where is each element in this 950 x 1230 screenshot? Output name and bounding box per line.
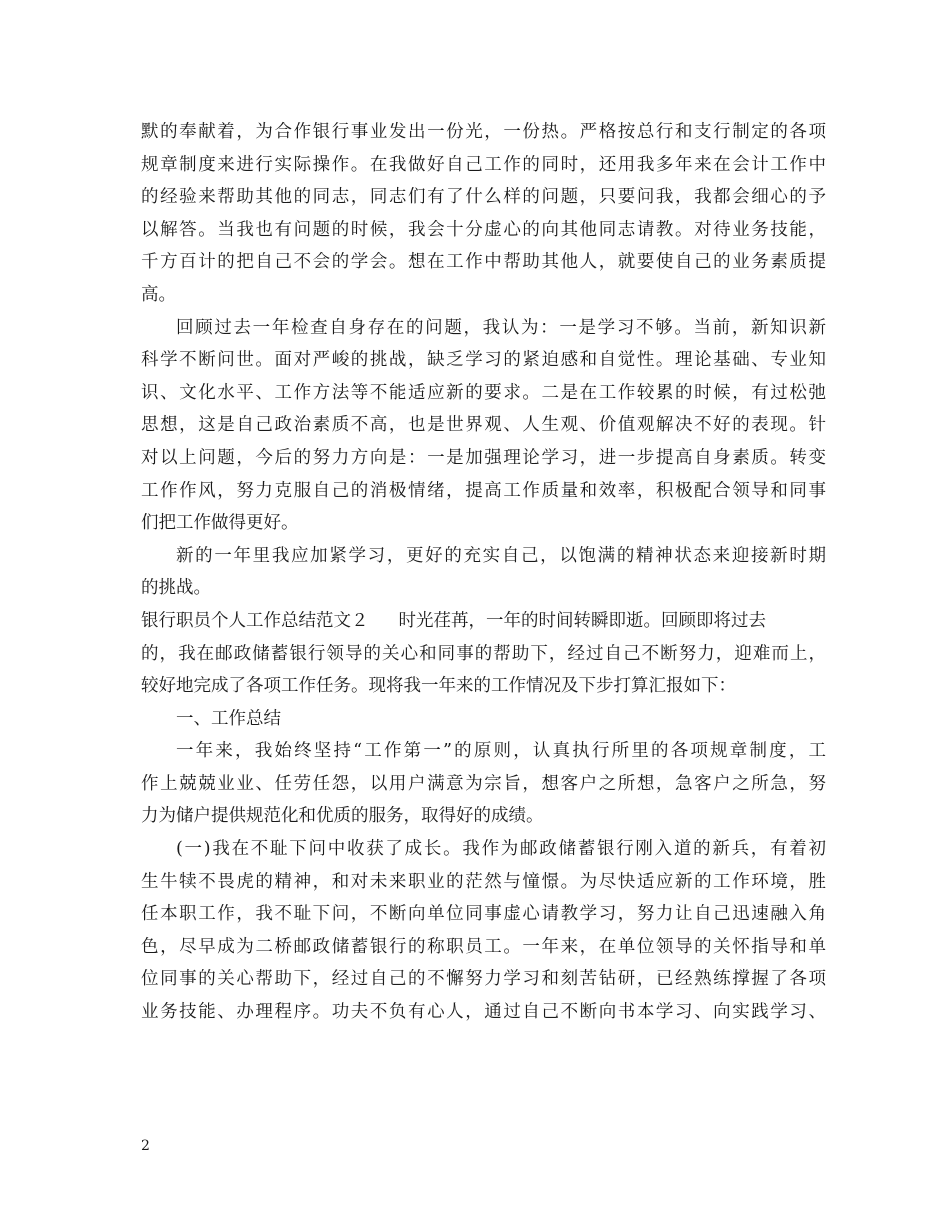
page-number: 2 bbox=[141, 1138, 150, 1154]
text-line: 生牛犊不畏虎的精神，和对未来职业的茫然与憧憬。为尽快适应新的工作环境，胜 bbox=[141, 871, 826, 892]
text-line: (一)我在不耻下问中收获了成长。我作为邮政储蓄银行刚入道的新兵，有着初 bbox=[176, 839, 826, 860]
text-line: 识、文化水平、工作方法等不能适应新的要求。二是在工作较累的时候，有过松弛 bbox=[141, 382, 826, 403]
text-line: 位同事的关心帮助下，经过自己的不懈努力学习和刻苦钻研，已经熟练撑握了各项 bbox=[141, 969, 826, 990]
text-line: 作上兢兢业业、任劳任怨，以用户满意为宗旨，想客户之所想，急客户之所急，努 bbox=[141, 773, 826, 794]
text-line: 业务技能、办理程序。功夫不负有心人，通过自己不断向书本学习、向实践学习、 bbox=[141, 1002, 826, 1023]
text-line: 思想，这是自己政治素质不高，也是世界观、人生观、价值观解决不好的表现。针 bbox=[141, 415, 826, 436]
text-line: 的，我在邮政储蓄银行领导的关心和同事的帮助下，经过自己不断努力，迎难而上， bbox=[141, 643, 826, 664]
text-line: 新的一年里我应加紧学习，更好的充实自己，以饱满的精神状态来迎接新时期 bbox=[176, 545, 826, 566]
text-line: 千方百计的把自己不会的学会。想在工作中帮助其他人，就要使自己的业务素质提 bbox=[141, 252, 826, 273]
section-opening-text: 时光荏苒，一年的时间转瞬即逝。回顾即将过去 bbox=[398, 610, 766, 631]
text-line: 较好地完成了各项工作任务。现将我一年来的工作情况及下步打算汇报如下： bbox=[141, 676, 736, 697]
text-line: 默的奉献着，为合作银行事业发出一份光，一份热。严格按总行和支行制定的各项 bbox=[141, 122, 826, 142]
text-line: 任本职工作，我不耻下问，不断向单位同事虚心请教学习，努力让自己迅速融入角 bbox=[141, 904, 826, 925]
text-line: 的挑战。 bbox=[141, 578, 211, 599]
text-line: 对以上问题，今后的努力方向是：一是加强理论学习，进一步提高自身素质。转变 bbox=[141, 447, 826, 468]
text-line: 规章制度来进行实际操作。在我做好自己工作的同时，还用我多年来在会计工作中 bbox=[141, 154, 826, 175]
text-line: 科学不断问世。面对严峻的挑战，缺乏学习的紧迫感和自觉性。理论基础、专业知 bbox=[141, 350, 826, 371]
section-title: 银行职员个人工作总结范文２ bbox=[141, 610, 369, 631]
body-text bbox=[141, 116, 826, 1029]
text-line: 一、工作总结 bbox=[176, 708, 281, 729]
text-line: 的经验来帮助其他的同志，同志们有了什么样的问题，只要问我，我都会细心的予 bbox=[141, 187, 826, 208]
text-line: 以解答。当我也有问题的时候，我会十分虚心的向其他同志请教。对待业务技能， bbox=[141, 219, 826, 240]
text-line: 力为储户提供规范化和优质的服务，取得好的成绩。 bbox=[141, 806, 544, 827]
text-line: 高。 bbox=[141, 284, 176, 305]
text-line: 一年来，我始终坚持“工作第一”的原则，认真执行所里的各项规章制度，工 bbox=[176, 741, 826, 762]
text-line: 色，尽早成为二桥邮政储蓄银行的称职员工。一年来，在单位领导的关怀指导和单 bbox=[141, 936, 826, 957]
text-line: 们把工作做得更好。 bbox=[141, 513, 299, 534]
section-heading-line bbox=[141, 605, 826, 638]
text-line: 回顾过去一年检查自身存在的问题，我认为：一是学习不够。当前，新知识新 bbox=[176, 317, 826, 338]
text-line: 工作作风，努力克服自己的消极情绪，提高工作质量和效率，积极配合领导和同事 bbox=[141, 480, 826, 501]
